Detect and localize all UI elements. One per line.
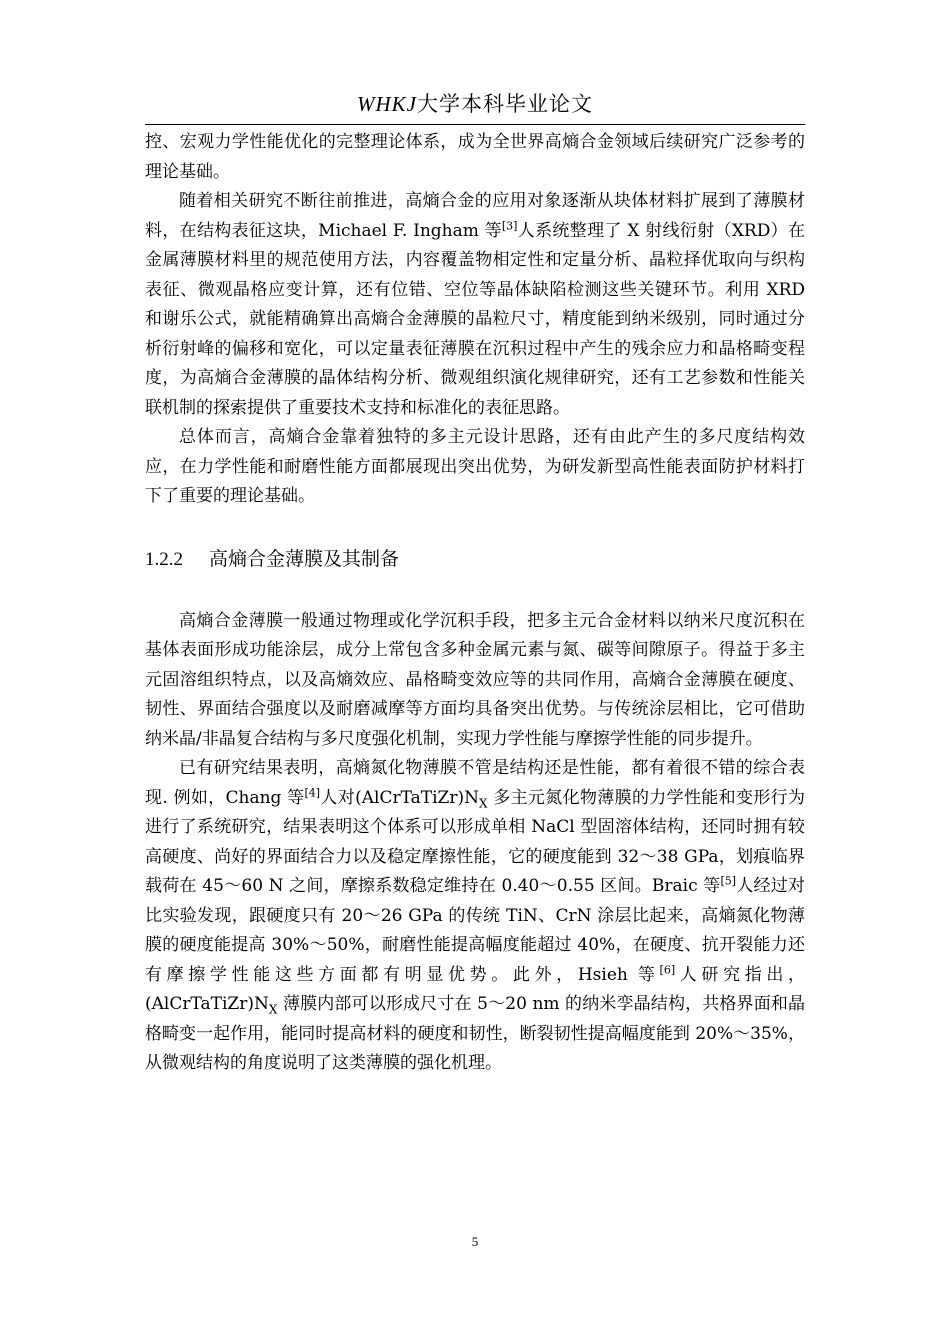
text-run: 人对(AlCrTaTiZr)N bbox=[320, 787, 479, 808]
text-run: 人系统整理了 X 射线衍射（XRD）在金属薄膜材料里的规范使用方法，内容覆盖物相定性和定量分析、晶粒择优取向与织构表征、微观晶格应变计算，还有位错、空位等晶体缺陷检测这些关键环节。利用 XRD 和谢乐公式，就能精确算出高熵合金薄膜的晶粒尺寸，精度能到纳米级别，同时通过分析衍射峰的偏移和宽化，可以定量表征薄膜在沉积过程中产生的残余应力和晶格畸变程度，为高熵合金薄膜的晶体结构分析、微观组织演化规律研究，还有工艺参数和性能关联机制的探索提供了重要技术支持和标准化的表征思路。 bbox=[145, 220, 805, 418]
section-title: 高熵合金薄膜及其制备 bbox=[209, 547, 400, 570]
header-rule bbox=[145, 124, 805, 125]
page-number: 5 bbox=[471, 1234, 479, 1249]
citation: [6] bbox=[659, 962, 676, 976]
text-run: 多主元氮化物薄膜的力学性能和变形行为进行了系统研究，结果表明这个体系可以形成单相 NaCl 型固溶体结构，还同时拥有较高硬度、尚好的界面结合力以及稳定摩擦性能，它的硬度能到 32～38 GPa，划痕临界载荷在 45～60 N 之间，摩擦系数稳定维持在 0.40～0.55 区间。Braic 等 bbox=[145, 787, 805, 896]
header-roman: WHKJ bbox=[357, 92, 417, 116]
paragraph: 控、宏观力学性能优化的完整理论体系，成为全世界高熵合金领域后续研究广泛参考的理论基础。 bbox=[145, 132, 805, 182]
running-header bbox=[145, 88, 805, 118]
citation: [4] bbox=[304, 785, 321, 799]
paragraph bbox=[145, 754, 805, 1079]
citation: [3] bbox=[501, 218, 518, 232]
section-heading bbox=[145, 544, 805, 575]
subscript: X bbox=[268, 1002, 278, 1017]
body-text bbox=[145, 128, 805, 1079]
paragraph: 总体而言，高熵合金靠着独特的多主元设计思路，还有由此产生的多尺度结构效应，在力学性能和耐磨性能方面都展现出突出优势，为研发新型高性能表面防护材料打下了重要的理论基础。 bbox=[145, 427, 805, 506]
citation: [5] bbox=[720, 874, 737, 888]
text-run: 人经过对比实验发现，跟硬度只有 20～26 GPa 的传统 TiN、CrN 涂层比起来，高熵氮化物薄膜的硬度能提高 30%～50%，耐磨性能提高幅度能超过 40%，在硬度、抗开裂能力还有摩擦学性能这些方面都有明显优势。此外，Hsieh 等 bbox=[145, 876, 805, 985]
text-run: 薄膜内部可以形成尺寸在 5～20 nm 的纳米孪晶结构，共格界面和晶格畸变一起作用，能同时提高材料的硬度和韧性，断裂韧性提高幅度能到 20%～35%，从微观结构的角度说明了这类薄膜的强化机理。 bbox=[145, 994, 805, 1073]
text-run: 随着相关研究不断往前推进，高熵合金的应用对象逐渐从块体材料扩展到了薄膜材料，在结构表征这块，Michael F. Ingham 等 bbox=[145, 191, 805, 241]
header-title: 大学本科毕业论文 bbox=[417, 92, 593, 116]
section-number: 1.2.2 bbox=[145, 548, 183, 570]
paragraph: 高熵合金薄膜一般通过物理或化学沉积手段，把多主元合金材料以纳米尺度沉积在基体表面形成功能涂层，成分上常包含多种金属元素与氮、碳等间隙原子。得益于多主元固溶组织特点，以及高熵效应、晶格畸变效应等的共同作用，高熵合金薄膜在硬度、韧性、界面结合强度以及耐磨减摩等方面均具备突出优势。与传统涂层相比，它可借助纳米晶/非晶复合结构与多尺度强化机制，实现力学性能与摩擦学性能的同步提升。 bbox=[145, 610, 805, 749]
paragraph bbox=[145, 187, 805, 423]
text-run: 已有研究结果表明，高熵氮化物薄膜不管是结构还是性能，都有着很不错的综合表现. 例如，Chang 等 bbox=[145, 758, 805, 808]
subscript: X bbox=[478, 795, 488, 810]
text-run: 人研究指出，(AlCrTaTiZr)N bbox=[145, 964, 805, 1014]
